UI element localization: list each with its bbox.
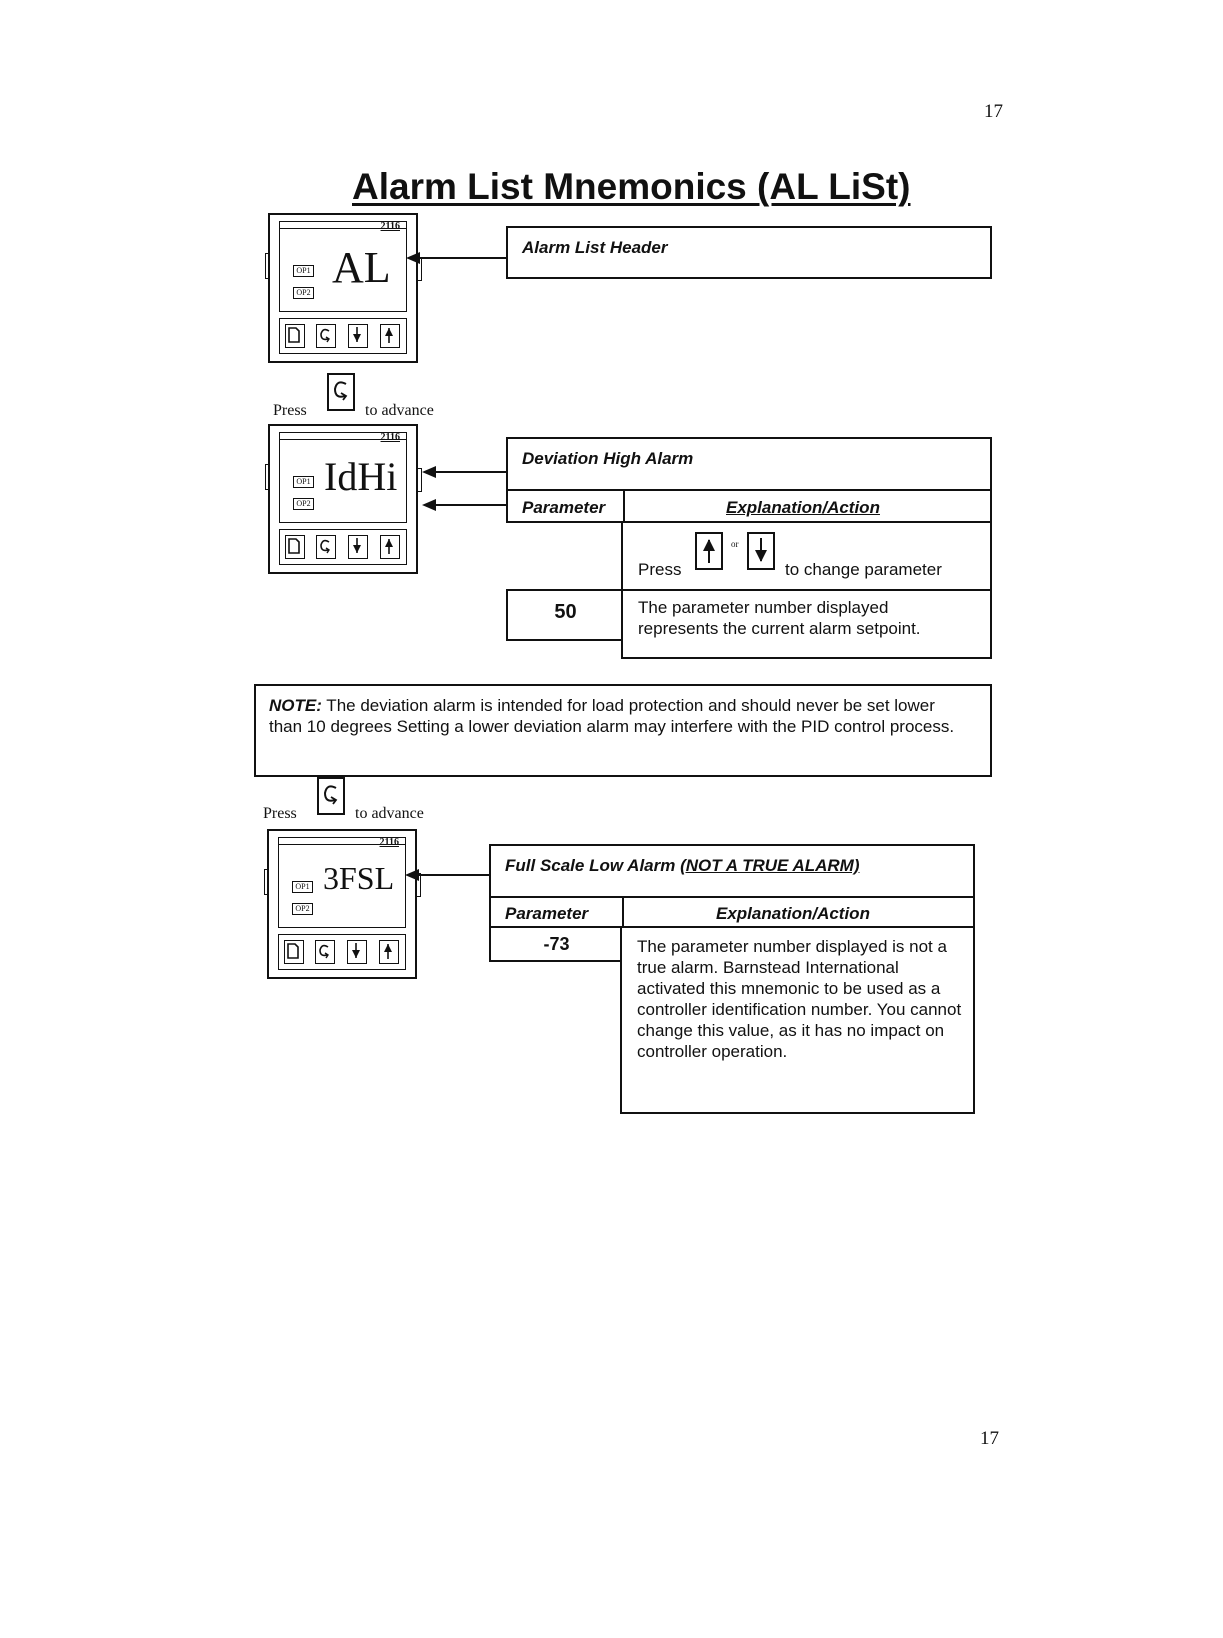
down-arrow-icon	[349, 536, 365, 556]
full-scale-low-alarm-label	[505, 856, 860, 876]
up-arrow-icon	[697, 534, 721, 568]
model-number: 2116	[380, 432, 400, 443]
down-key	[348, 324, 368, 348]
explanation-cell	[620, 926, 975, 1114]
press-to-change-cell	[621, 521, 992, 591]
up-arrow-icon	[381, 325, 397, 345]
scroll-key-button	[327, 373, 355, 411]
to-advance-label: to advance	[355, 805, 424, 822]
scroll-key-button	[317, 777, 345, 815]
up-key	[380, 535, 400, 559]
down-arrow-icon	[348, 941, 364, 961]
up-arrow-icon	[381, 536, 397, 556]
alarm-list-header-label: Alarm List Header	[522, 238, 668, 257]
page-number-bottom: 17	[980, 1428, 999, 1449]
explanation-column-header: Explanation/Action	[716, 904, 870, 923]
pointer-arrow	[420, 496, 508, 514]
display-panel	[279, 221, 407, 312]
parameter-value-cell	[489, 926, 622, 962]
scroll-key	[316, 324, 336, 348]
parameter-column-header: Parameter	[505, 904, 589, 923]
op2-indicator: OP2	[292, 903, 313, 915]
parameter-value: -73	[543, 934, 570, 954]
deviation-high-alarm-box	[506, 437, 992, 523]
page-key	[284, 940, 304, 964]
display-panel	[279, 432, 407, 523]
page-title: Alarm List Mnemonics (AL LiSt)	[352, 166, 911, 207]
page-icon	[286, 325, 302, 345]
keypad	[279, 529, 407, 565]
op2-indicator: OP2	[293, 498, 314, 510]
pointer-arrow	[404, 248, 508, 268]
press-label: Press	[273, 402, 307, 419]
page-icon	[286, 536, 302, 556]
parameter-value-cell	[506, 589, 623, 641]
down-key-button	[747, 532, 775, 570]
scroll-icon	[317, 325, 333, 345]
model-number: 2116	[379, 837, 399, 848]
controller-display-idhi	[268, 424, 418, 574]
explanation-text: The parameter number displayed represents the current alarm setpoint.	[638, 598, 921, 638]
deviation-high-alarm-label: Deviation High Alarm	[522, 449, 694, 468]
mnemonic-display: 3FSL	[323, 860, 395, 896]
keypad	[278, 934, 406, 970]
scroll-icon	[316, 941, 332, 961]
mnemonic-display: IdHi	[324, 454, 398, 499]
press-label: Press	[638, 560, 682, 579]
pointer-arrow	[403, 866, 491, 884]
pointer-arrow	[420, 463, 508, 481]
down-key	[347, 940, 367, 964]
scroll-icon	[319, 779, 343, 813]
down-arrow-icon	[749, 534, 773, 568]
op2-indicator: OP2	[293, 287, 314, 299]
controller-display-3fsl	[267, 829, 417, 979]
not-true-alarm-note: (NOT A TRUE ALARM)	[680, 856, 860, 875]
full-scale-low-alarm-box	[489, 844, 975, 928]
mnemonic-display: AL	[332, 243, 391, 292]
alarm-list-header-box	[506, 226, 992, 279]
note-text	[269, 695, 969, 737]
note-body: The deviation alarm is intended for load protection and should never be set lower than 10 degrees Setting a lower deviation alarm may interfere with the PID control process.	[269, 696, 955, 736]
press-label: Press	[263, 805, 297, 822]
scroll-icon	[317, 536, 333, 556]
down-arrow-icon	[349, 325, 365, 345]
explanation-cell	[621, 589, 992, 659]
display-panel	[278, 837, 406, 928]
up-arrow-icon	[380, 941, 396, 961]
scroll-key	[316, 535, 336, 559]
keypad	[279, 318, 407, 354]
page-key	[285, 535, 305, 559]
parameter-value: 50	[554, 601, 577, 623]
up-key-button	[695, 532, 723, 570]
op1-indicator: OP1	[293, 476, 314, 488]
note-label: NOTE:	[269, 696, 322, 715]
controller-display-al	[268, 213, 418, 363]
scroll-icon	[329, 375, 353, 409]
page-icon	[285, 941, 301, 961]
op1-indicator: OP1	[293, 265, 314, 277]
model-number: 2116	[380, 221, 400, 232]
op1-indicator: OP1	[292, 881, 313, 893]
page-number-top: 17	[984, 101, 1003, 122]
down-key	[348, 535, 368, 559]
up-key	[379, 940, 399, 964]
explanation-column-header: Explanation/Action	[726, 498, 880, 517]
scroll-key	[315, 940, 335, 964]
page-key	[285, 324, 305, 348]
full-scale-low-alarm-title: Full Scale Low Alarm	[505, 856, 676, 875]
note-box	[254, 684, 992, 777]
to-advance-label: to advance	[365, 402, 434, 419]
change-parameter-label: to change parameter	[785, 560, 942, 579]
up-key	[380, 324, 400, 348]
explanation-text: The parameter number displayed is not a true alarm. Barnstead International activated this mnemonic to be used as a controller identification number. You cannot change this value, as it has no impact on controller operation.	[637, 937, 962, 1061]
or-label: or	[731, 539, 739, 549]
parameter-column-header: Parameter	[522, 498, 606, 517]
